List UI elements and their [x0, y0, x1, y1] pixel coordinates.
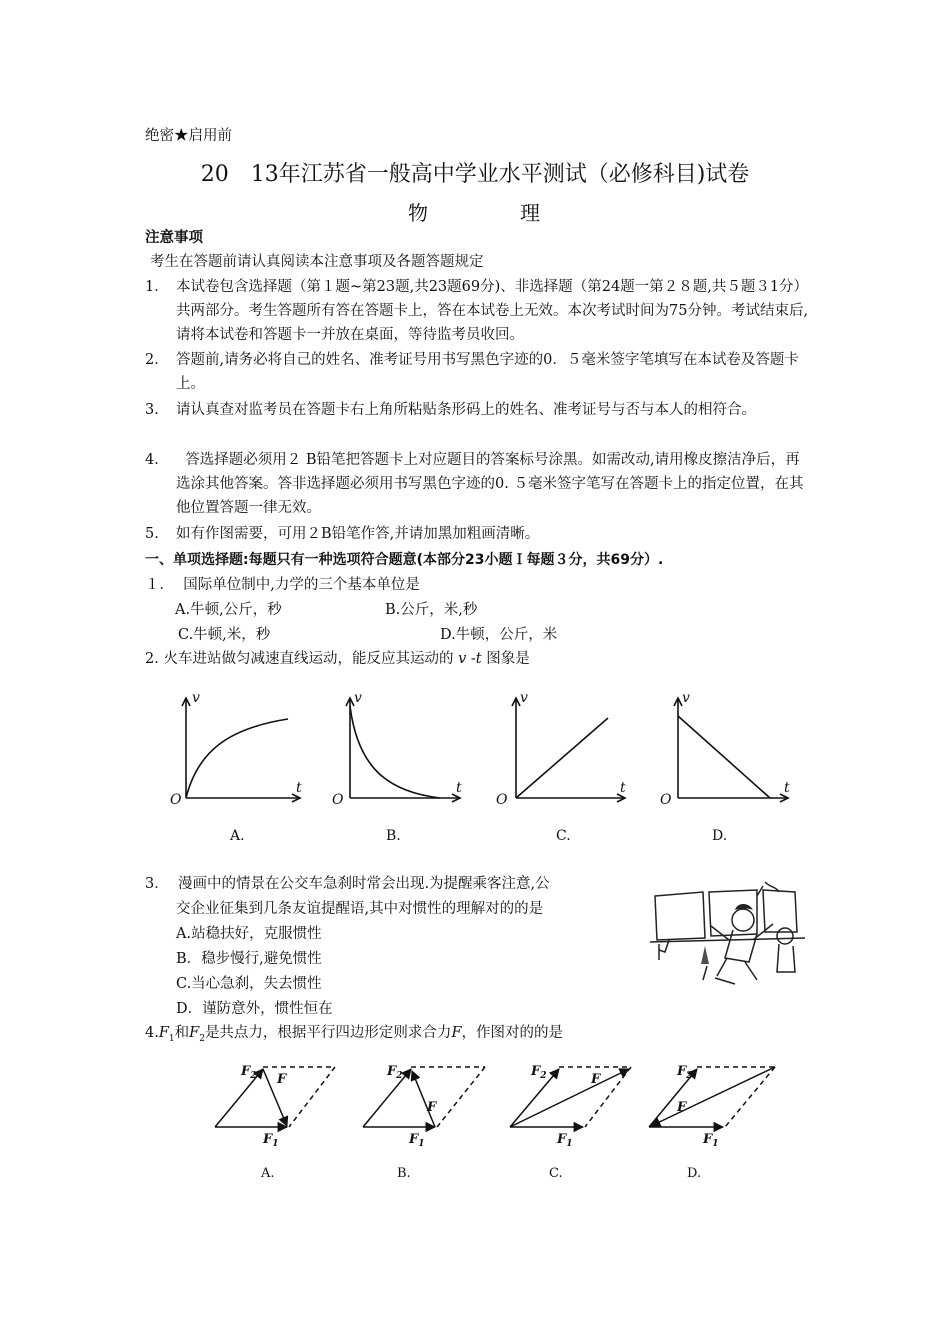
- q1-option-b: B.公斤，米,秒: [385, 602, 478, 618]
- notice-item-2: 2． 答题前,请务必将自己的姓名、准考证号用书写黑色字迹的0．５毫米签字笔填写在本试卷及答题卡上。: [145, 352, 799, 392]
- notice-item-5: 5. 如有作图需要，可用２B铅笔作答,并请加黑加粗画清晰。: [145, 526, 540, 542]
- diagram-a-f: F: [277, 1072, 287, 1087]
- graph-b-origin: O: [332, 792, 344, 808]
- q3-stem-line1: 3． 漫画中的情景在公交车急刹时常会出现.为提醒乘客注意,公: [145, 876, 550, 892]
- graph-d-t-label: t: [784, 780, 790, 796]
- q1-option-a: A.牛顿,公斤，秒: [175, 602, 282, 618]
- diagram-c-label: C.: [549, 1166, 563, 1181]
- diagram-d-f: F: [677, 1100, 687, 1115]
- graph-c-origin: O: [496, 792, 508, 808]
- exam-title: 20 13年江苏省一般高中学业水平测试（必修科目)试卷: [200, 162, 750, 187]
- notice-item-1: 1． 本试卷包含选择题（第１题~第23题,共23题69分)、非选择题（第24题一第２８题,共５题３1分）共两部分。考生答题所有答在答题卡上，答在本试卷上无效。本次考试时间为75分钟。考试结束后,请将本试卷和答题卡一并放在桌面，等待监考员收回。: [145, 279, 809, 343]
- diagram-c-f2: $F_2$: [531, 1064, 547, 1081]
- diagram-c-f: F: [591, 1072, 601, 1087]
- graph-a-t-label: t: [296, 780, 302, 796]
- q3-option-b: B．稳步慢行,避免惯性: [176, 951, 322, 967]
- diagram-b-f: F: [427, 1100, 437, 1115]
- q2-graph-c: [512, 698, 625, 802]
- graph-d-label: D.: [712, 828, 728, 844]
- q1-stem: １． 国际单位制中,力学的三个基本单位是: [145, 577, 420, 593]
- q3-option-c: C.当心急刹，失去惯性: [176, 976, 322, 992]
- q3-option-a: A.站稳扶好，克服惯性: [176, 926, 322, 942]
- q4-stem: $4.F_1$和$F_2$是共点力，根据平行四边形定则求合力F，作图对的的是: [145, 1025, 563, 1044]
- graph-b-label: B.: [386, 828, 401, 844]
- q3-stem-line2: 交企业征集到几条友谊提醒语,其中对惯性的理解对的的是: [176, 901, 544, 917]
- q4-diagram-c: [510, 1067, 631, 1127]
- graph-d-v-label: v: [682, 690, 690, 706]
- diagram-b-label: B.: [397, 1166, 411, 1181]
- graph-c-v-label: v: [520, 690, 528, 706]
- diagram-b-f2: $F_2$: [387, 1064, 403, 1081]
- diagram-d-f2: $F_2$: [677, 1064, 693, 1081]
- q4-diagram-a: [215, 1067, 335, 1127]
- graph-a-label: A.: [230, 828, 245, 844]
- diagram-a-label: A.: [261, 1166, 275, 1181]
- graph-c-t-label: t: [620, 780, 626, 796]
- graph-a-v-label: v: [192, 690, 200, 706]
- diagram-a-f1: $F_1$: [263, 1132, 279, 1149]
- graph-c-label: C.: [556, 828, 571, 844]
- graph-b-t-label: t: [456, 780, 462, 796]
- q2-stem: 2. 火车进站做匀减速直线运动，能反应其运动的 v -t 图象是: [145, 651, 530, 667]
- diagram-d-f1: $F_1$: [703, 1132, 719, 1149]
- diagram-b-f1: $F_1$: [409, 1132, 425, 1149]
- q1-option-d: D.牛顿，公斤，米: [440, 627, 558, 643]
- diagram-c-f1: $F_1$: [557, 1132, 573, 1149]
- notice-item-4: 4． 答选择题必须用２ B铅笔把答题卡上对应题目的答案标号涂黑。如需改动,请用橡皮擦洁净后，再选涂其他答案。答非选择题必须用书写黑色字迹的0. ５毫米签字笔写在答题卡上的指定位置，在其他位置答题一律无效。: [145, 452, 804, 516]
- subject-title: 物 理: [408, 201, 542, 225]
- confidential-mark: 绝密★启用前: [145, 128, 232, 144]
- notice-item-3: 3. 请认真查对监考员在答题卡右上角所粘贴条形码上的姓名、准考证号与否与本人的相符合。: [145, 402, 756, 418]
- q3-option-d: D．谨防意外，惯性恒在: [176, 1001, 333, 1017]
- section-heading: 一、单项选择题:每题只有一种选项符合题意(本部分23小题Ｉ每题３分，共69分）.: [145, 552, 664, 568]
- q2-graph-a: [182, 698, 300, 802]
- graph-a-origin: O: [170, 792, 182, 808]
- diagram-a-f2: $F_2$: [241, 1064, 257, 1081]
- q4-force-diagrams: [205, 1055, 805, 1185]
- q2-graph-d: [674, 698, 788, 802]
- bus-braking-cartoon: [645, 880, 810, 990]
- notice-intro: 考生在答题前请认真阅读本注意事项及各题答题规定: [150, 254, 484, 270]
- graph-b-v-label: v: [354, 690, 362, 706]
- diagram-d-label: D.: [687, 1166, 702, 1181]
- graph-d-origin: O: [660, 792, 672, 808]
- notice-heading: 注意事项: [145, 230, 203, 246]
- q2-vt-graphs: [150, 680, 820, 855]
- q1-option-c: C.牛顿,米，秒: [178, 627, 271, 643]
- q4-diagram-b: [363, 1067, 485, 1127]
- q2-graph-b: [346, 698, 460, 802]
- q4-diagram-d: [649, 1067, 775, 1127]
